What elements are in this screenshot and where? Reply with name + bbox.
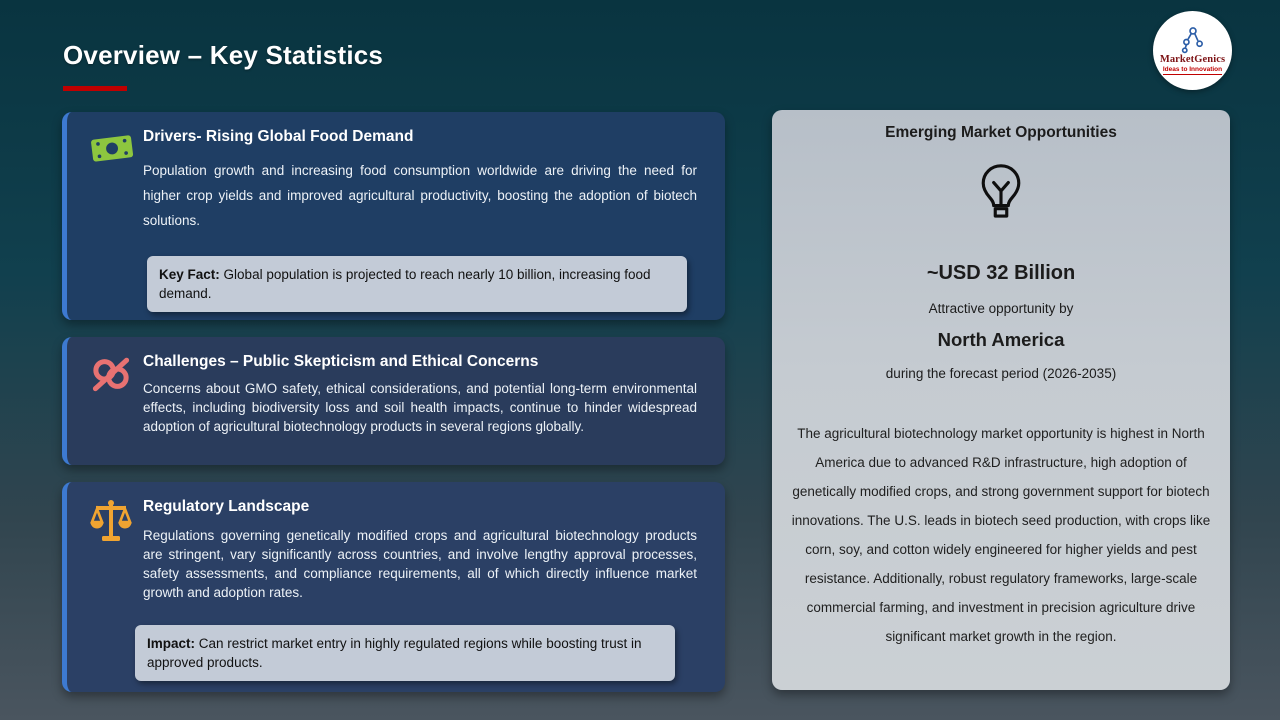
opportunity-subtitle: Attractive opportunity by (928, 301, 1074, 316)
logo-tagline: Ideas to Innovation (1162, 66, 1223, 73)
card-regulatory-heading: Regulatory Landscape (143, 498, 310, 515)
card-regulatory-body: Regulations governing genetically modified crops and agricultural biotechnology products are stringent, vary significantly across countries, and involve lengthy approval processes, safety assessments, and compliance requirements, all of which directly influence market growth and adoption rates. (143, 528, 697, 600)
impact-label: Impact: (147, 636, 196, 651)
logo-network-icon (1178, 26, 1208, 54)
opportunity-region: North America (937, 329, 1065, 350)
panel-title: Emerging Market Opportunities (885, 124, 1117, 141)
card-drivers-heading: Drivers- Rising Global Food Demand (143, 128, 414, 145)
impact-text: Can restrict market entry in highly regulated regions while boosting trust in approved products. (147, 636, 642, 670)
opportunity-period: during the forecast period (2026-2035) (885, 366, 1117, 381)
card-drivers-body: Population growth and increasing food consumption worldwide are driving the need for higher crop yields and improved agricultural productivity, boosting the adoption of biotech solutions. (143, 163, 697, 228)
card-challenges-heading: Challenges – Public Skepticism and Ethical Concerns (143, 353, 539, 370)
title-underline (63, 86, 127, 91)
logo-name: MarketGenics (1159, 54, 1226, 65)
broken-link-icon (89, 353, 135, 397)
emerging-market-panel (772, 110, 1230, 690)
impact-box (135, 625, 675, 681)
key-fact-box (147, 256, 687, 312)
card-challenges-body: Concerns about GMO safety, ethical considerations, and potential long-term environmental effects, including biodiversity loss and soil health impacts, continue to hinder widespread adoption of agricultural biotechnology products in several regions globally. (143, 381, 697, 434)
card-regulatory (62, 482, 725, 692)
opportunity-description: The agricultural biotechnology market opportunity is highest in North America due to advanced R&D infrastructure, high adoption of genetically modified crops, and strong government support for biotech innovations. The U.S. leads in biotech seed production, with crops like corn, soy, and cotton widely engineered for higher yields and pest resistance. Additionally, robust regulatory frameworks, large-scale commercial farming, and investment in precision agriculture drive significant market growth in the region. (791, 426, 1211, 644)
scales-icon (89, 498, 135, 542)
marketgenics-logo (1153, 11, 1232, 90)
page-title: Overview – Key Statistics (63, 40, 384, 70)
card-challenges (62, 337, 725, 465)
key-fact-label: Key Fact: (159, 267, 220, 282)
opportunity-value: ~USD 32 Billion (926, 262, 1076, 284)
key-fact-text: Global population is projected to reach nearly 10 billion, increasing food demand. (159, 267, 651, 301)
lightbulb-icon (772, 162, 1230, 222)
money-banknote-icon (89, 128, 135, 172)
card-drivers (62, 112, 725, 320)
